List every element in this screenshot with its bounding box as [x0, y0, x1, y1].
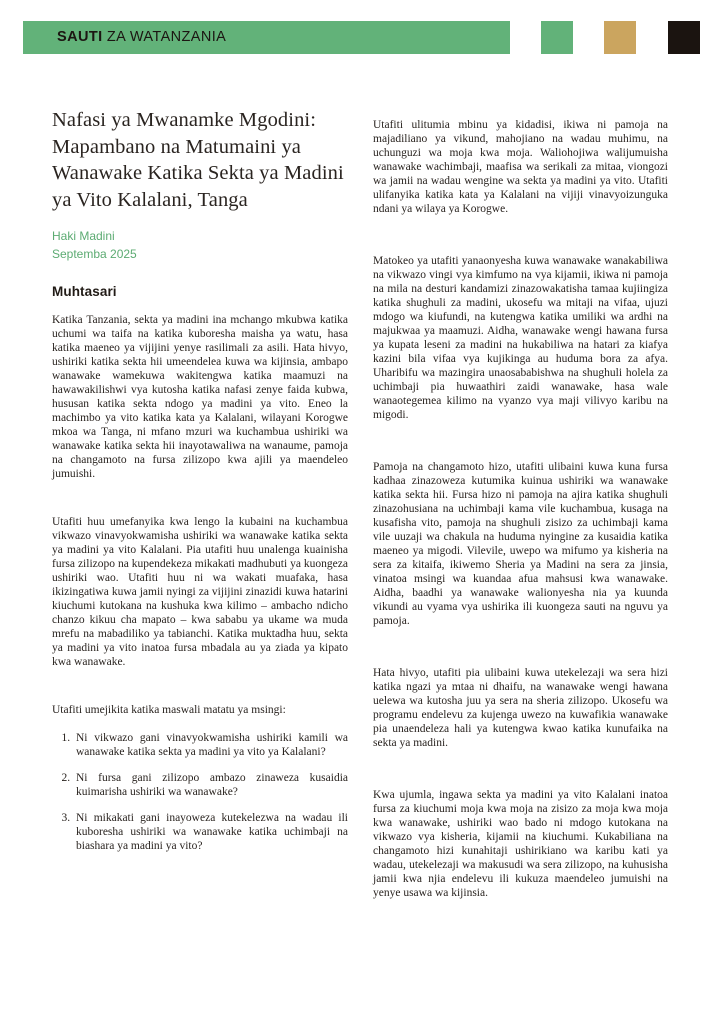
questions-intro: Utafiti umejikita katika maswali matatu ya msingi:	[52, 704, 286, 716]
list-item: 2. Ni fursa gani zilizopo ambazo zinaweza kusaidia kuimarisha ushiriki wa wanawake?	[73, 771, 348, 799]
paragraph: Katika Tanzania, sekta ya madini ina mchango mkubwa katika uchumi wa taifa na katika kuboresha maisha ya watu, hasa katika maeneo ya vijijini yenye rasilimali za asili. Hata hivyo, ushiriki katika sekta hii umeendelea kuwa wa kijinsia, ambapo wanawake wamekuwa wakitengwa katika maamuzi na hawawakilishwi vya kutosha katika nafasi zenye faida kubwa, hususan katika sekta ndogo ya madini ya vito. Eneo la machimbo ya vito katika kata ya Kalalani, wilayani Korogwe mkoa wa Tanga, ni mfano mzuri wa kuchambua ushiriki wa wanawake katika sekta hii inayotawaliwa na wanaume, pamoja na changamoto na fursa zilizopo kwa ajili ya maendeleo jumuishi.	[52, 314, 348, 480]
flag-square-green	[541, 21, 573, 54]
research-questions-list	[52, 731, 348, 853]
paragraph: Utafiti huu umefanyika kwa lengo la kubaini na kuchambua vikwazo vinavyokwamisha ushiriki wa wanawake katika sekta ya madini ya vito Kalalani. Pia utafiti huu unalenga kuainisha fursa zilizopo na kupendekeza mikakati madhubuti ya kuongeza ushiriki wao. Utafiti huu ni wa wakati muafaka, hasa ikizingatiwa kuwa jamii nyingi za vijijini zinazidi kuwa hatarini kiuchumi kutokana na kushuka kwa kilimo – ambacho ndicho chanzo kikuu cha mapato – kwa sababu ya ukame wa muda mrefu na mabadiliko ya tabianchi. Katika muktadha huu, sekta ya madini ya vito inatoa fursa mbadala au ya ziada ya kipato kwa wanawake.	[52, 516, 348, 668]
article-meta	[52, 227, 348, 263]
list-item: 3. Ni mikakati gani inayoweza kutekelezwa na wadau ili kuboresha ushiriki wa wanawake katika uchimbaji na biashara ya madini ya vito?	[73, 811, 348, 853]
paragraph: Utafiti ulitumia mbinu ya kidadisi, ikiwa ni pamoja na majadiliano ya vikund, mahojiano na wadau muhimu, na uchunguzi wa moja kwa moja. Waliohojiwa walijumuisha wanawake wachimbaji, maafisa wa serikali za mitaa, viongozi wa jamii na wadau wengine wa sekta ya madini ya vito. Utafiti ulifanyika katika kata ya Kalalani na vijiji vinavyoizunguka ndani ya wilaya ya Korogwe.	[373, 119, 668, 215]
masthead-brand-rest: ZA WATANZANIA	[102, 29, 227, 45]
paragraph: Hata hivyo, utafiti pia ulibaini kuwa utekelezaji wa sera hizi katika ngazi ya mtaa ni dhaifu, na wanawake wengi hawana uelewa wa kutosha juu ya sera na sheria zilizopo. Ukosefu wa programu endelevu za kujenga uwezo na kuwafikia wanawake pia unaendeleza hali ya kutengwa kwao katika kunufaika na sekta ya madini.	[373, 667, 668, 749]
flag-square-gold	[604, 21, 636, 54]
masthead-bar	[23, 21, 510, 54]
paragraph: Pamoja na changamoto hizo, utafiti ulibaini kuwa kuna fursa kadhaa zinazoweza kutumika kuinua ushiriki wa wanawake katika sekta hii. Fursa hizo ni pamoja na ajira katika shughuli zinazohusiana na uchimbaji kama vile kuchambua, kusaga na kusafisha vito, pamoja na shughuli zisizo za uchimbaji kama vile uuzaji wa chakula na huduma nyingine za kusaidia katika maeneo ya migodi. Vilevile, uwepo wa mifumo ya kisheria na sera za kitaifa, ikiwemo Sheria ya Madini na sera za jinsia, vinatoa msingi wa kuandaa afua mahsusi kwa wanawake. Aidha, baadhi ya wanawake walionyesha nia ya kuunda vikundi au vyama vya ushirika ili kuongeza sauti na nguvu ya pamoja.	[373, 461, 668, 627]
masthead-brand-bold: SAUTI	[57, 29, 103, 45]
page-title: Nafasi ya Mwanamke Mgodini: Mapambano na Matumaini ya Wanawake Katika Sekta ya Madini ya Vito Kalalani, Tanga	[52, 109, 344, 211]
article-body	[52, 105, 668, 900]
right-column	[373, 105, 668, 900]
flag-square-black	[668, 21, 700, 54]
paragraph: Kwa ujumla, ingawa sekta ya madini ya vito Kalalani inatoa fursa za kiuchumi moja kwa moja na zisizo za moja kwa moja kwa wanawake, ushiriki wao bado ni mdogo kutokana na vikwazo vya kisheria, kijamii na kiuchumi. Kukabiliana na changamoto hizi kunahitaji ushirikiano wa karibu kati ya wadau, utekelezaji wa makusudi wa sera zilizopo, na kuhusisha jamii kwa njia endelevu ili kukuza maendeleo jumuishi na yenye usawa wa kijinsia.	[373, 789, 668, 899]
list-item: 1. Ni vikwazo gani vinavyokwamisha ushiriki kamili wa wanawake katika sekta ya madini ya vito ya Kalalani?	[73, 731, 348, 759]
date-line: Septemba 2025	[52, 247, 137, 261]
paragraph: Matokeo ya utafiti yanaonyesha kuwa wanawake wanakabiliwa na vikwazo vingi vya kimfumo na vya kijamii, ikiwa ni pamoja na mila na desturi kandamizi zinazowakatisha tamaa kujiingiza katika shughuli za madini, ukosefu wa mitaji na vifaa, ujuzi mdogo wa kiufundi, na kutengwa katika umiliki wa ardhi na majukwaa ya maamuzi. Aidha, wanawake wengi hawana fursa ya kupata leseni za madini na hukabiliwa na hatari za kiafya kazini bila vifaa vya kujikinga au huduma bora za afya. Uharibifu wa mazingira unaosababishwa na shughuli holela za uchimbaji pia huwaathiri zaidi wanawake, hasa wale wanaotegemea kilimo na vyanzo vya maji vilivyo karibu na migodi.	[373, 255, 668, 421]
left-column	[52, 105, 348, 900]
section-heading: Muhtasari	[52, 284, 117, 299]
author-line: Haki Madini	[52, 229, 115, 243]
